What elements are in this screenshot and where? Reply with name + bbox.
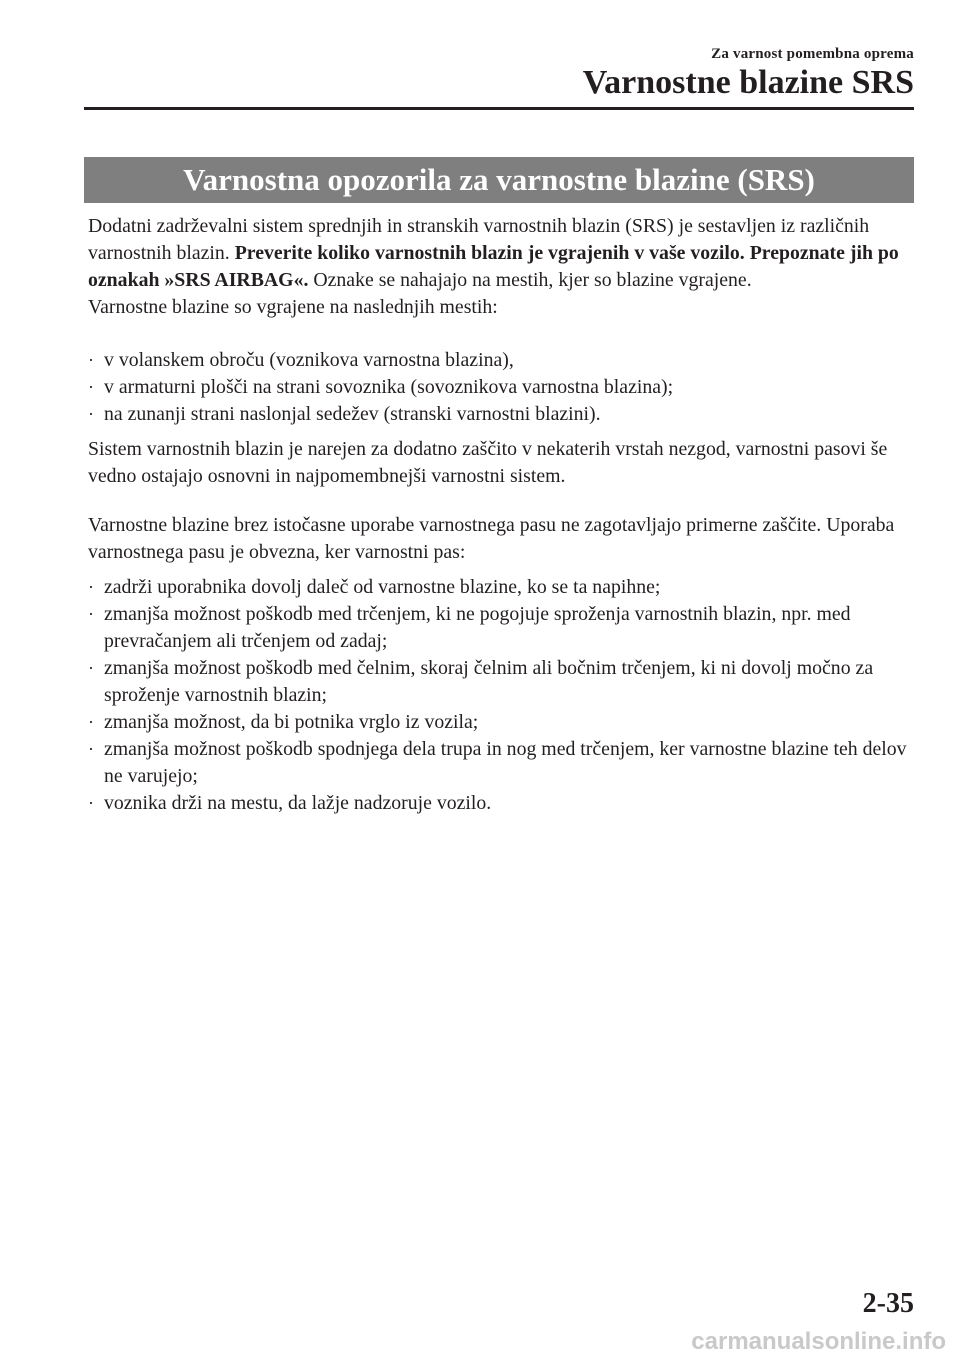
bullet-icon: ·	[88, 793, 94, 813]
list-item	[88, 709, 914, 736]
bullet-icon: ·	[88, 658, 94, 678]
header-divider	[84, 107, 914, 110]
bullet-icon: ·	[88, 739, 94, 759]
list-item	[88, 574, 914, 601]
spacer	[88, 566, 914, 574]
spacer	[88, 321, 914, 347]
list-item	[88, 655, 914, 709]
page-number: 2-35	[862, 1288, 914, 1319]
bullet-icon: ·	[88, 604, 94, 624]
chapter-title: Varnostne blazine SRS	[582, 64, 914, 101]
intro-paragraph	[88, 213, 914, 294]
list-item	[88, 374, 914, 401]
airbag-locations-list	[88, 347, 914, 428]
list-item-text: zadrži uporabnika dovolj daleč od varnostne blazine, ko se ta napihne;	[104, 576, 661, 598]
list-item-text: zmanjša možnost poškodb med trčenjem, ki ne pogojuje sproženja varnostnih blazin, npr. med prevračanjem ali trčenjem od zadaj;	[104, 603, 851, 652]
bullet-icon: ·	[88, 712, 94, 732]
chapter-kicker: Za varnost pomembna oprema	[711, 46, 914, 62]
list-item	[88, 401, 914, 428]
seatbelt-paragraph: Varnostne blazine brez istočasne uporabe varnostnega pasu ne zagotavljajo primerne zaščite. Uporaba varnostnega pasu je obvezna, ker varnostni pas:	[88, 514, 895, 563]
section-title-banner: Varnostna opozorila za varnostne blazine (SRS)	[84, 157, 914, 203]
bullet-icon: ·	[88, 377, 94, 397]
list-item	[88, 601, 914, 655]
document-body	[88, 213, 914, 817]
list-item	[88, 347, 914, 374]
list-item-text: zmanjša možnost, da bi potnika vrglo iz vozila;	[104, 711, 479, 733]
bullet-icon: ·	[88, 404, 94, 424]
seatbelt-reasons-list	[88, 574, 914, 817]
list-item	[88, 736, 914, 790]
list-item-text: voznika drži na mestu, da lažje nadzoruje vozilo.	[104, 792, 492, 814]
intro-bold-instruction: Preverite koliko varnostnih blazin je vgrajenih v vaše vozilo. Prepoznate jih po oznakah »SRS AIRBAG«.	[88, 242, 899, 291]
list-item-text: zmanjša možnost poškodb spodnjega dela trupa in nog med trčenjem, ker varnostne blazine teh delov ne varujejo;	[104, 738, 907, 787]
list-item	[88, 790, 914, 817]
list-item-text: na zunanji strani naslonjal sedežev (stranski varnostni blazini).	[104, 403, 601, 425]
intro-text-start: Dodatni zadrževalni sistem sprednjih in stranskih varnostnih blazin (SRS) je sestavljen iz različnih varnostnih blazin.	[88, 215, 870, 264]
list-item-text: v volanskem obroču (voznikova varnostna blazina),	[104, 349, 514, 371]
bullet-icon: ·	[88, 350, 94, 370]
watermark-text: carmanualsonline.info	[691, 1328, 946, 1355]
spacer	[88, 428, 914, 436]
intro-text-end: Oznake se nahajajo na mestih, kjer so blazine vgrajene.	[308, 269, 752, 291]
bullet-icon: ·	[88, 577, 94, 597]
spacer	[88, 490, 914, 512]
locations-intro: Varnostne blazine so vgrajene na naslednjih mestih:	[88, 296, 498, 318]
system-paragraph: Sistem varnostnih blazin je narejen za dodatno zaščito v nekaterih vrstah nezgod, varnostni pasovi še vedno ostajajo osnovni in najpomembnejši varnostni sistem.	[88, 438, 888, 487]
list-item-text: v armaturni plošči na strani sovoznika (sovoznikova varnostna blazina);	[104, 376, 674, 398]
list-item-text: zmanjša možnost poškodb med čelnim, skoraj čelnim ali bočnim trčenjem, ki ni dovolj močno za sproženje varnostnih blazin;	[104, 657, 874, 706]
